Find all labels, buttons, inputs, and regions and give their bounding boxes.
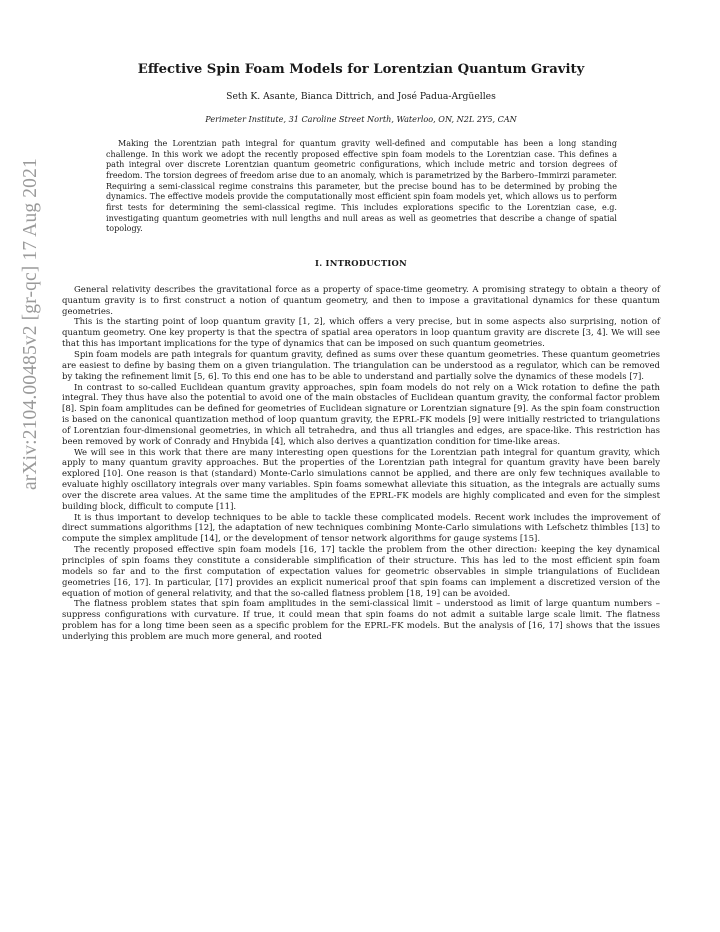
author-list: Seth K. Asante, Bianca Dittrich, and José Padua-Argüelles [226,91,496,102]
arxiv-identifier: arXiv:2104.00485v2 [gr-qc] 17 Aug 2021 [20,158,41,490]
paragraph: We will see in this work that there are many interesting open questions for the Lorentzian path integral for quantum gravity, which apply to many quantum gravity approaches. But the properties of the Lorentzian path integral for quantum gravity have been barely explored [10]. One reason is that (standard) Monte-Carlo simulations cannot be applied, and there are only few techniques available to evaluate highly oscillatory integrals over many variables. Spin foams somewhat alleviate this situation, as the integrals are actually sums over the discrete area values. At the same time the amplitudes of the EPRL-FK models are highly complicated and even for the simplest building block, difficult to compute [11]. [62,447,660,512]
paragraph: Spin foam models are path integrals for quantum gravity, defined as sums over these quantum geometries. These quantum geometries are easiest to define by basing them on a given triangulation. The triangulation can be understood as a regulator, which can be removed by taking the refinement limit [5, 6]. To this end one has to be able to understand and partially solve the dynamics of these models [7]. [62,349,660,382]
paragraph: This is the starting point of loop quantum gravity [1, 2], which offers a very precise, but in some aspects also surprising, notion of quantum geometry. One key property is that the spectra of spatial area operators in loop quantum gravity are discrete [3, 4]. We will see that this has important implications for the type of dynamics that can be imposed on such quantum geometries. [62,317,660,350]
body-text [62,285,660,643]
paragraph: The recently proposed effective spin foam models [16, 17] tackle the problem from the other direction: keeping the key dynamical principles of spin foams they constitute a considerable simplification of their structure. This has led to the most efficient spin foam models so far and to the first computation of expectation values for geometric observables in simple triangulations of Euclidean geometries [16, 17]. In particular, [17] provides an explicit numerical proof that spin foams can implement a discretized version of the equation of motion of general relativity, and that the so-called flatness problem [18, 19] can be avoided. [62,545,660,599]
section-heading: I. INTRODUCTION [315,257,407,268]
abstract: Making the Lorentzian path integral for quantum gravity well-defined and computable has been a long standing challenge. In this work we adopt the recently proposed effective spin foam models to the Lorentzian case. This defines a path integral over discrete Lorentzian quantum geometric configurations, which include metric and torsion degrees of freedom. The torsion degrees of freedom arise due to an anomaly, which is parametrized by the Barbero–Immirzi parameter. Requiring a semi-classical regime constrains this parameter, but the precise bound has to be determined by probing the dynamics. The effective models provide the computationally most efficient spin foam models yet, which allows us to perform first tests for determining the semi-classical regime. This includes explorations specific to the Lorentzian case, e.g. investigating quantum geometries with null lengths and null areas as well as geometries that describe a change of spatial topology. [106,139,617,234]
paragraph: In contrast to so-called Euclidean quantum gravity approaches, spin foam models do not rely on a Wick rotation to define the path integral. They thus have also the potential to avoid one of the main obstacles of Euclidean quantum gravity, the conformal factor problem [8]. Spin foam amplitudes can be defined for geometries of Euclidean signature or Lorentzian signature [9]. As the spin foam construction is based on the canonical quantization method of loop quantum gravity, the EPRL-FK models [9] were initially restricted to triangulations of Lorentzian four-dimensional geometries, in which all tetrahedra, and thus all triangles and edges, are space-like. This restriction has been removed by work of Conrady and Hnybida [4], which also derives a quantization condition for time-like areas. [62,382,660,447]
paragraph: It is thus important to develop techniques to be able to tackle these complicated models. Recent work includes the improvement of direct summations algorithms [12], the adaptation of new techniques combining Monte-Carlo simulations with Lefschetz thimbles [13] to compute the simplex amplitude [14], or the development of tensor network algorithms for gauge systems [15]. [62,512,660,545]
paper-page [62,58,660,643]
paragraph: The flatness problem states that spin foam amplitudes in the semi-classical limit – understood as limit of large quantum numbers – suppress configurations with curvature. If true, it could mean that spin foams do not admit a suitable large scale limit. The flatness problem has for a long time been seen as a specific problem for the EPRL-FK models. But the analysis of [16, 17] shows that the issues underlying this problem are much more general, and rooted [62,599,660,642]
affiliation: Perimeter Institute, 31 Caroline Street North, Waterloo, ON, N2L 2Y5, CAN [205,114,517,124]
paper-title: Effective Spin Foam Models for Lorentzian Quantum Gravity [137,62,585,77]
paragraph: General relativity describes the gravitational force as a property of space-time geometry. A promising strategy to obtain a theory of quantum gravity is to first construct a notion of quantum geometry, and then to impose a gravitational dynamics for these quantum geometries. [62,284,660,317]
